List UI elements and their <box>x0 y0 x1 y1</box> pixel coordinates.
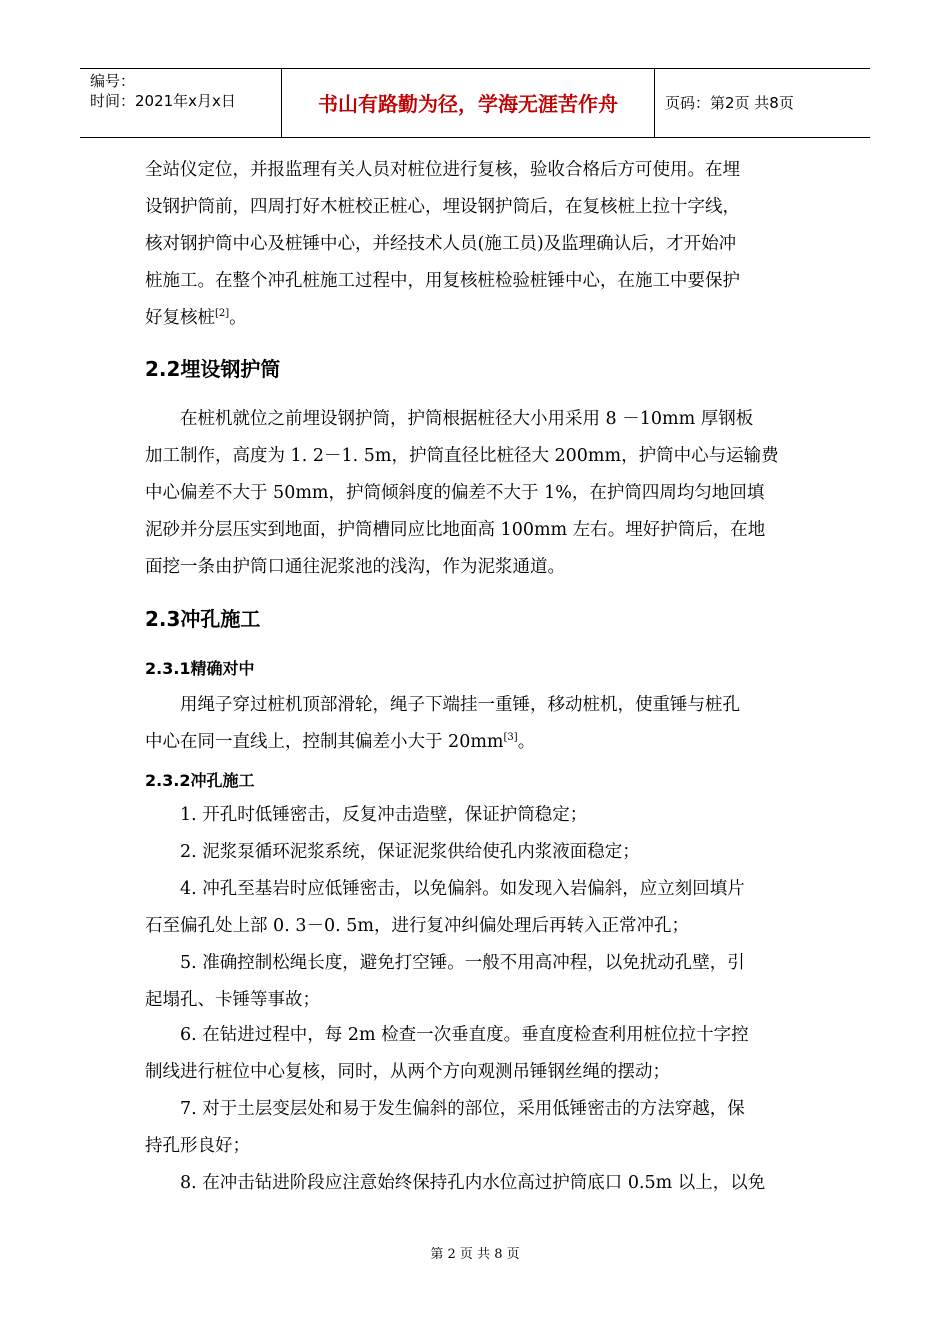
list-item: 2. 泥浆泵循环泥浆系统，保证泥浆供给使孔内浆液面稳定； <box>145 842 640 862</box>
paragraph-line: 中心偏差不大于 50mm，护筒倾斜度的偏差不大于 1%，在护筒四周均匀地回填 <box>145 483 765 503</box>
list-item: 持孔形良好； <box>145 1136 250 1156</box>
header-motto-cell <box>282 69 655 137</box>
list-item: 4. 冲孔至基岩时应低锤密击，以免偏斜。如发现入岩偏斜，应立刻回填片 <box>145 879 745 899</box>
header-motto: 书山有路勤为径，学海无涯苦作舟 <box>318 92 618 116</box>
section-heading-2-2: 2.2埋设钢护筒 <box>145 357 281 381</box>
list-item: 7. 对于土层变层处和易于发生偏斜的部位，采用低锤密击的方法穿越，保 <box>145 1099 745 1119</box>
paragraph-line: 核对钢护筒中心及桩锤中心，并经技术人员(施工员)及监理确认后，才开始冲 <box>145 234 737 254</box>
list-item: 8. 在冲击钻进阶段应注意始终保持孔内水位高过护筒底口 0.5m 以上，以免 <box>145 1173 766 1193</box>
header-page-info: 页码：第2页 共8页 <box>665 94 794 112</box>
paragraph-line <box>145 300 805 337</box>
paragraph-end: 。 <box>517 732 536 752</box>
paragraph-end: 。 <box>229 308 247 328</box>
subsection-heading-2-3-1: 2.3.1精确对中 <box>145 659 255 678</box>
paragraph-line: 泥砂并分层压实到地面，护筒槽同应比地面高 100mm 左右。埋好护筒后，在地 <box>145 520 766 540</box>
paragraph-line <box>145 724 805 761</box>
paragraph-text: 好复核桩 <box>145 308 215 328</box>
subsection-heading-2-3-2: 2.3.2冲孔施工 <box>145 771 255 790</box>
paragraph-line: 加工制作，高度为 1. 2－1. 5m，护筒直径比桩径大 200mm，护筒中心与运输费 <box>145 446 779 466</box>
page-footer: 第 2 页 共 8 页 <box>430 1247 520 1262</box>
paragraph-line: 在桩机就位之前埋设钢护筒，护筒根据桩径大小用采用 8 －10mm 厚钢板 <box>145 409 754 429</box>
list-item: 1. 开孔时低锤密击，反复冲击造壁，保证护筒稳定； <box>145 805 588 825</box>
section-heading-2-3: 2.3冲孔施工 <box>145 607 261 631</box>
list-item: 5. 准确控制松绳长度，避免打空锤。一般不用高冲程，以免扰动孔壁，引 <box>145 953 745 973</box>
paragraph-line: 桩施工。在整个冲孔桩施工过程中，用复核桩检验桩锤中心，在施工中要保护 <box>145 271 740 291</box>
list-item: 起塌孔、卡锤等事故； <box>145 990 320 1010</box>
paragraph-line: 全站仪定位，并报监理有关人员对桩位进行复核，验收合格后方可使用。在埋 <box>145 160 740 180</box>
citation-ref: [3] <box>503 732 518 743</box>
header-page-cell <box>655 69 870 137</box>
list-item: 石至偏孔处上部 0. 3－0. 5m，进行复冲纠偏处理后再转入正常冲孔； <box>145 916 689 936</box>
list-item: 制线进行桩位中心复核，同时，从两个方向观测吊锤钢丝绳的摆动； <box>145 1062 670 1082</box>
paragraph-line: 面挖一条由护筒口通往泥浆池的浅沟，作为泥浆通道。 <box>145 557 565 577</box>
citation-ref: [2] <box>215 308 230 319</box>
doc-number-label: 编号： <box>90 72 136 90</box>
header-meta-cell <box>80 69 282 137</box>
list-item: 6. 在钻进过程中，每 2m 检查一次垂直度。垂直度检查利用桩位拉十字控 <box>145 1025 749 1045</box>
page-header-table <box>80 68 870 138</box>
paragraph-line: 设钢护筒前，四周打好木桩校正桩心，埋设钢护筒后，在复核桩上拉十字线， <box>145 197 740 217</box>
paragraph-text: 中心在同一直线上，控制其偏差小大于 20mm <box>145 732 504 752</box>
doc-date-label: 时间：2021年x月x日 <box>90 92 236 110</box>
paragraph-line: 用绳子穿过桩机顶部滑轮，绳子下端挂一重锤，移动桩机，使重锤与桩孔 <box>145 695 740 715</box>
